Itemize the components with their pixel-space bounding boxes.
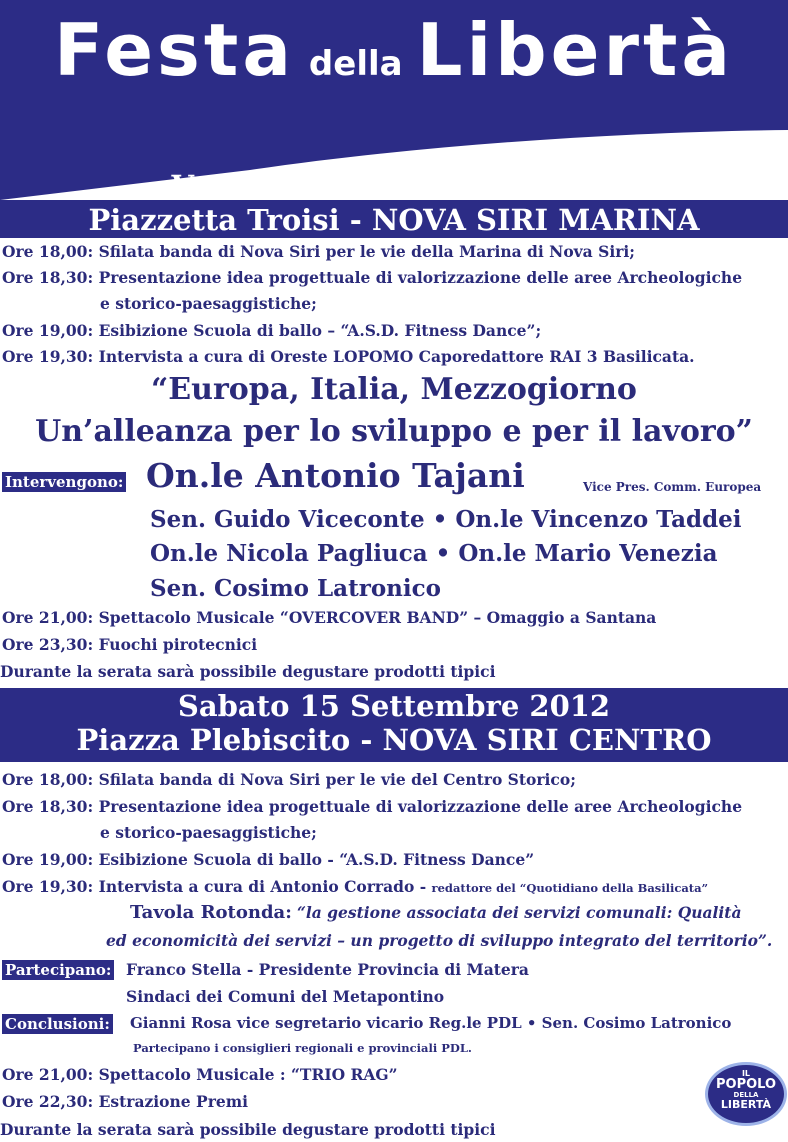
round-table-text2: ed economicità dei servizi – un progetto di sviluppo integrato del territorio”. — [106, 931, 773, 950]
day2-item-after: Ore 22,30: Estrazione Premi — [2, 1092, 249, 1111]
round-table-text1: “la gestione associata dei servizi comunali: Qualità — [296, 903, 742, 922]
logo-line3: DELLA — [733, 1091, 759, 1099]
day1-theme-line1: “Europa, Italia, Mezzogiorno — [151, 372, 637, 407]
main-speaker-role: Vice Pres. Comm. Europea — [583, 480, 762, 494]
day2-item-after: Ore 21,00: Spettacolo Musicale : “TRIO RAG” — [2, 1065, 398, 1084]
day1-header — [0, 170, 788, 240]
day1-item: Ore 18,30: Presentazione idea progettuale di valorizzazione delle aree Archeologiche — [2, 268, 743, 287]
speakers-tag — [2, 472, 126, 491]
day1-item: Ore 19,00: Esibizione Scuola di ballo – “A.S.D. Fitness Dance”; — [2, 321, 542, 340]
day1-item: Ore 18,00: Sfilata banda di Nova Siri per le vie della Marina di Nova Siri; — [2, 242, 635, 261]
day1-place: Piazzetta Troisi - NOVA SIRI MARINA — [88, 203, 700, 237]
day2-item: e storico-paesaggistiche; — [100, 823, 317, 842]
participant: Franco Stella - Presidente Provincia di Matera — [126, 960, 529, 979]
title-liberta: Libertà — [416, 8, 735, 92]
round-table-label: Tavola Rotonda: — [130, 902, 292, 923]
day1-date: Venerdì 14 Settembre 2012 — [171, 169, 617, 203]
day1-item-after: Durante la serata sarà possibile degustare prodotti tipici — [0, 662, 496, 681]
title-festa: Festa — [53, 8, 295, 92]
day2-interview-text: Ore 19,30: Intervista a cura di Antonio Corrado - — [2, 877, 432, 896]
logo-line2: POPOLO — [715, 1077, 777, 1092]
day2-place: Piazza Plebiscito - NOVA SIRI CENTRO — [76, 723, 712, 757]
pdl-logo — [705, 1062, 787, 1126]
day2-date: Sabato 15 Settembre 2012 — [177, 689, 611, 723]
conclusions-tag-label: Conclusioni: — [2, 1014, 113, 1034]
day2-item: Ore 19,00: Esibizione Scuola di ballo - “A.S.D. Fitness Dance” — [2, 850, 535, 869]
logo-line1: IL — [741, 1069, 751, 1078]
participants-tag — [2, 960, 114, 979]
conclusions-text: Gianni Rosa vice segretario vicario Reg.le PDL • Sen. Cosimo Latronico — [130, 1014, 732, 1032]
day1-item-after: Ore 21,00: Spettacolo Musicale “OVERCOVER BAND” – Omaggio a Santana — [2, 608, 657, 627]
day2-item: Ore 18,00: Sfilata banda di Nova Siri per le vie del Centro Storico; — [2, 770, 576, 789]
day2-header — [0, 690, 788, 760]
speaker-line: Sen. Cosimo Latronico — [150, 575, 441, 602]
day2-item: Ore 18,30: Presentazione idea progettuale di valorizzazione delle aree Archeologiche — [2, 797, 743, 816]
day2-interview — [2, 877, 708, 896]
speakers-tag-label: Intervengono: — [2, 472, 126, 492]
conclusions-note: Partecipano i consiglieri regionali e provinciali PDL. — [133, 1041, 472, 1055]
page-title — [0, 8, 788, 118]
conclusions-tag — [2, 1014, 113, 1033]
round-table — [130, 902, 742, 923]
day1-item: Ore 19,30: Intervista a cura di Oreste LOPOMO Caporedattore RAI 3 Basilicata. — [2, 347, 695, 366]
logo-line4: LIBERTÀ — [720, 1098, 772, 1111]
main-speaker: On.le Antonio Tajani — [146, 456, 525, 495]
day2-interview-role: redattore del “Quotidiano della Basilicata” — [431, 881, 709, 895]
participant: Sindaci dei Comuni del Metapontino — [126, 987, 445, 1006]
day1-theme-line2: Un’alleanza per lo sviluppo e per il lavoro” — [35, 414, 753, 449]
day1-item: e storico-paesaggistiche; — [100, 294, 317, 313]
day1-item-after: Ore 23,30: Fuochi pirotecnici — [2, 635, 258, 654]
title-della: della — [308, 44, 403, 84]
speaker-line: Sen. Guido Viceconte • On.le Vincenzo Taddei — [150, 506, 742, 533]
speaker-line: On.le Nicola Pagliuca • On.le Mario Venezia — [150, 540, 718, 567]
participants-tag-label: Partecipano: — [2, 960, 114, 980]
day2-item-after: Durante la serata sarà possibile degustare prodotti tipici — [0, 1120, 496, 1139]
